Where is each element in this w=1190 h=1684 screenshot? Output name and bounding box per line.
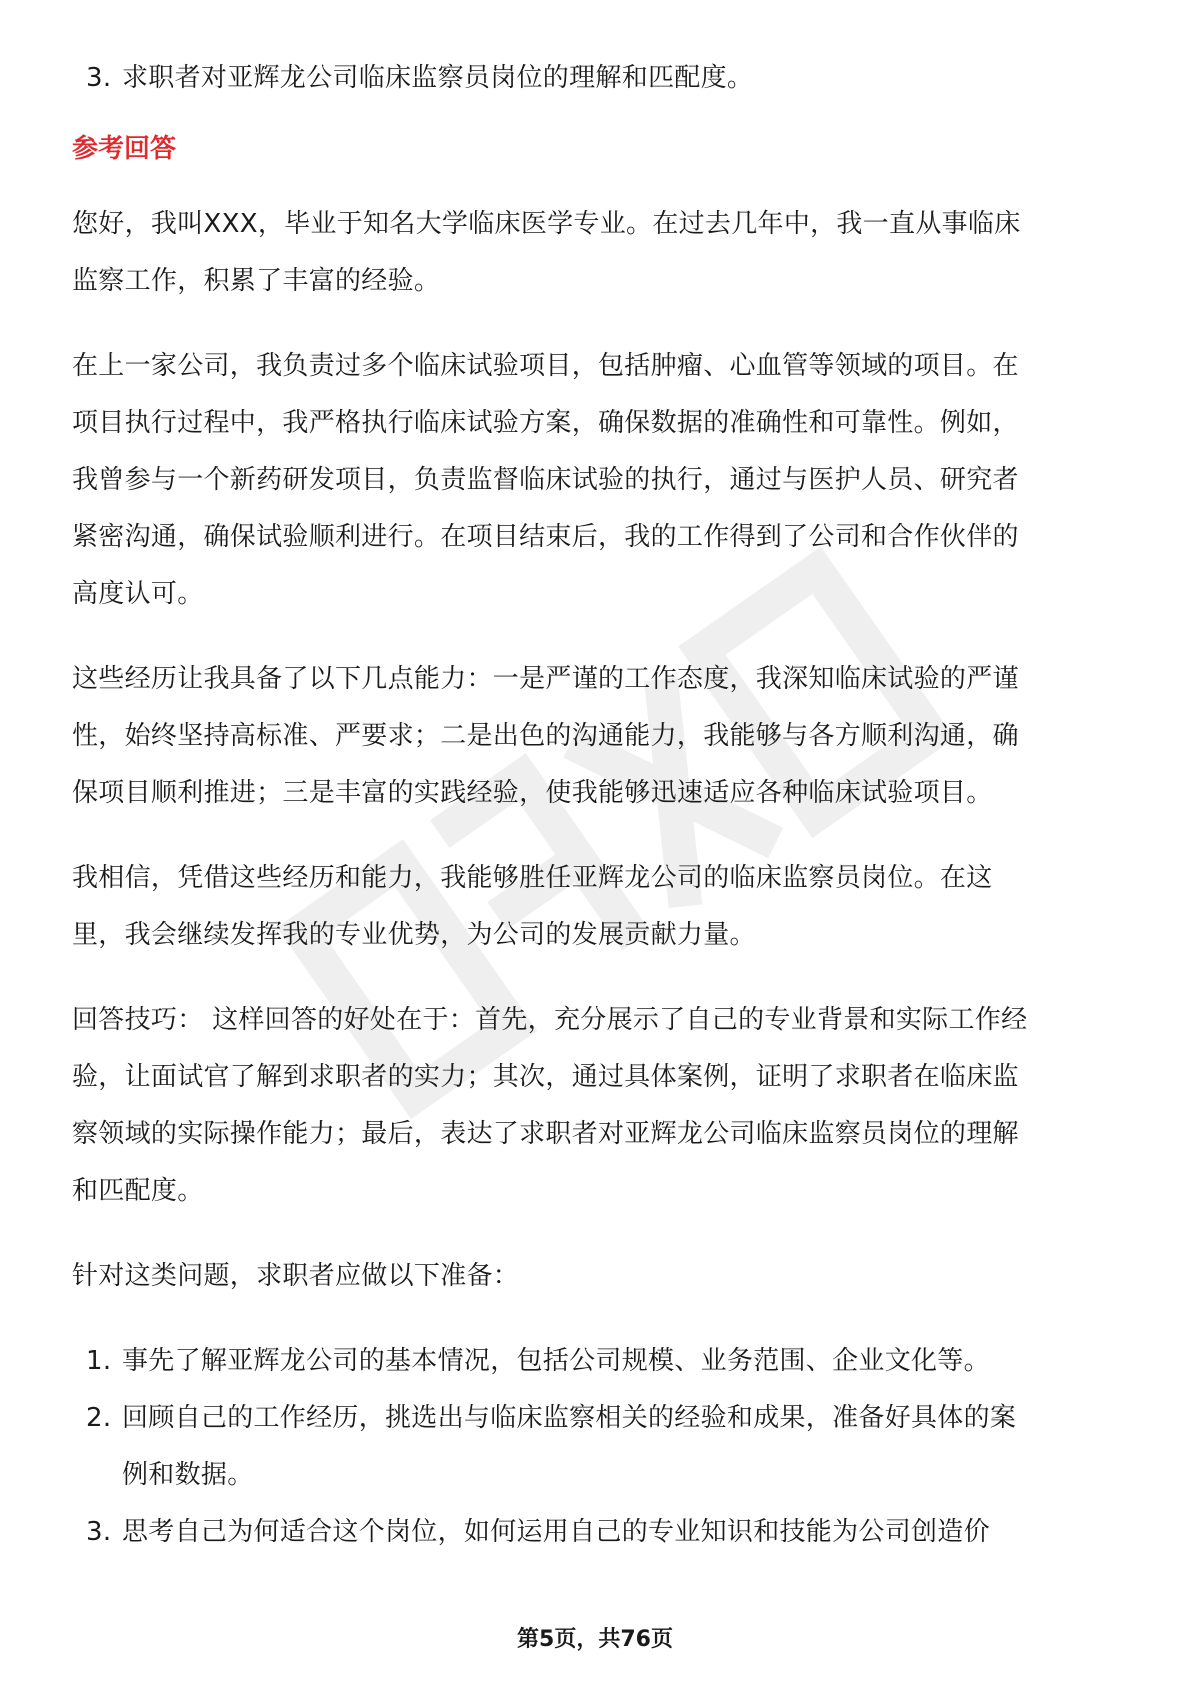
text-line: 监察工作，积累了丰富的经验。 bbox=[72, 266, 441, 296]
paragraph bbox=[72, 651, 1120, 822]
paragraph bbox=[72, 1248, 1120, 1305]
text-line: 我相信，凭借这些经历和能力，我能够胜任亚辉龙公司的临床监察员岗位。在这 bbox=[72, 863, 993, 893]
prep-list bbox=[72, 1333, 1120, 1561]
paragraph bbox=[72, 992, 1120, 1220]
list-number: 1. bbox=[86, 1346, 112, 1376]
document-page bbox=[72, 50, 1120, 1561]
list-item-text: 事先了解亚辉龙公司的基本情况，包括公司规模、业务范围、企业文化等。 bbox=[122, 1346, 990, 1376]
paragraph bbox=[72, 196, 1120, 310]
text-line: 项目执行过程中，我严格执行临床试验方案，确保数据的准确性和可靠性。例如， bbox=[72, 408, 1019, 438]
text-line: 针对这类问题，求职者应做以下准备： bbox=[72, 1261, 520, 1291]
top-list-item bbox=[72, 50, 1120, 107]
text-line: 察领域的实际操作能力；最后，表达了求职者对亚辉龙公司临床监察员岗位的理解 bbox=[72, 1119, 1019, 1149]
list-item-text: 例和数据。 bbox=[122, 1460, 254, 1490]
text-line: 您好，我叫XXX，毕业于知名大学临床医学专业。在过去几年中，我一直从事临床 bbox=[72, 209, 1021, 239]
list-item-text: 思考自己为何适合这个岗位，如何运用自己的专业知识和技能为公司创造价 bbox=[122, 1517, 990, 1547]
text-line: 回答技巧： 这样回答的好处在于：首先，充分展示了自己的专业背景和实际工作经 bbox=[72, 1005, 1028, 1035]
text-line: 里，我会继续发挥我的专业优势，为公司的发展贡献力量。 bbox=[72, 920, 756, 950]
text-line: 性，始终坚持高标准、严要求；二是出色的沟通能力，我能够与各方顺利沟通，确 bbox=[72, 721, 1019, 751]
page-footer: 第5页，共76页 bbox=[517, 1627, 673, 1652]
paragraph bbox=[72, 338, 1120, 623]
list-item bbox=[72, 1504, 1120, 1561]
text-line: 这些经历让我具备了以下几点能力：一是严谨的工作态度，我深知临床试验的严谨 bbox=[72, 664, 1019, 694]
paragraph bbox=[72, 850, 1120, 964]
list-item bbox=[72, 1390, 1120, 1504]
text-line: 在上一家公司，我负责过多个临床试验项目，包括肿瘤、心血管等领域的项目。在 bbox=[72, 351, 1019, 381]
answer-body bbox=[72, 196, 1120, 1305]
text-line: 我曾参与一个新药研发项目，负责监督临床试验的执行，通过与医护人员、研究者 bbox=[72, 465, 1019, 495]
list-item bbox=[72, 1333, 1120, 1390]
text-line: 保项目顺利推进；三是丰富的实践经验，使我能够迅速适应各种临床试验项目。 bbox=[72, 778, 993, 808]
list-number: 3. bbox=[86, 63, 112, 93]
text-line: 紧密沟通，确保试验顺利进行。在项目结束后，我的工作得到了公司和合作伙伴的 bbox=[72, 522, 1019, 552]
text-line: 和匹配度。 bbox=[72, 1176, 204, 1206]
text-line: 高度认可。 bbox=[72, 579, 204, 609]
list-item-text: 求职者对亚辉龙公司临床监察员岗位的理解和匹配度。 bbox=[122, 63, 754, 93]
text-line: 验，让面试官了解到求职者的实力；其次，通过具体案例，证明了求职者在临床监 bbox=[72, 1062, 1019, 1092]
list-number: 2. bbox=[86, 1403, 112, 1433]
section-title: 参考回答 bbox=[72, 134, 177, 164]
list-number: 3. bbox=[86, 1517, 112, 1547]
list-item-text: 回顾自己的工作经历，挑选出与临床监察相关的经验和成果，准备好具体的案 bbox=[122, 1403, 1017, 1433]
